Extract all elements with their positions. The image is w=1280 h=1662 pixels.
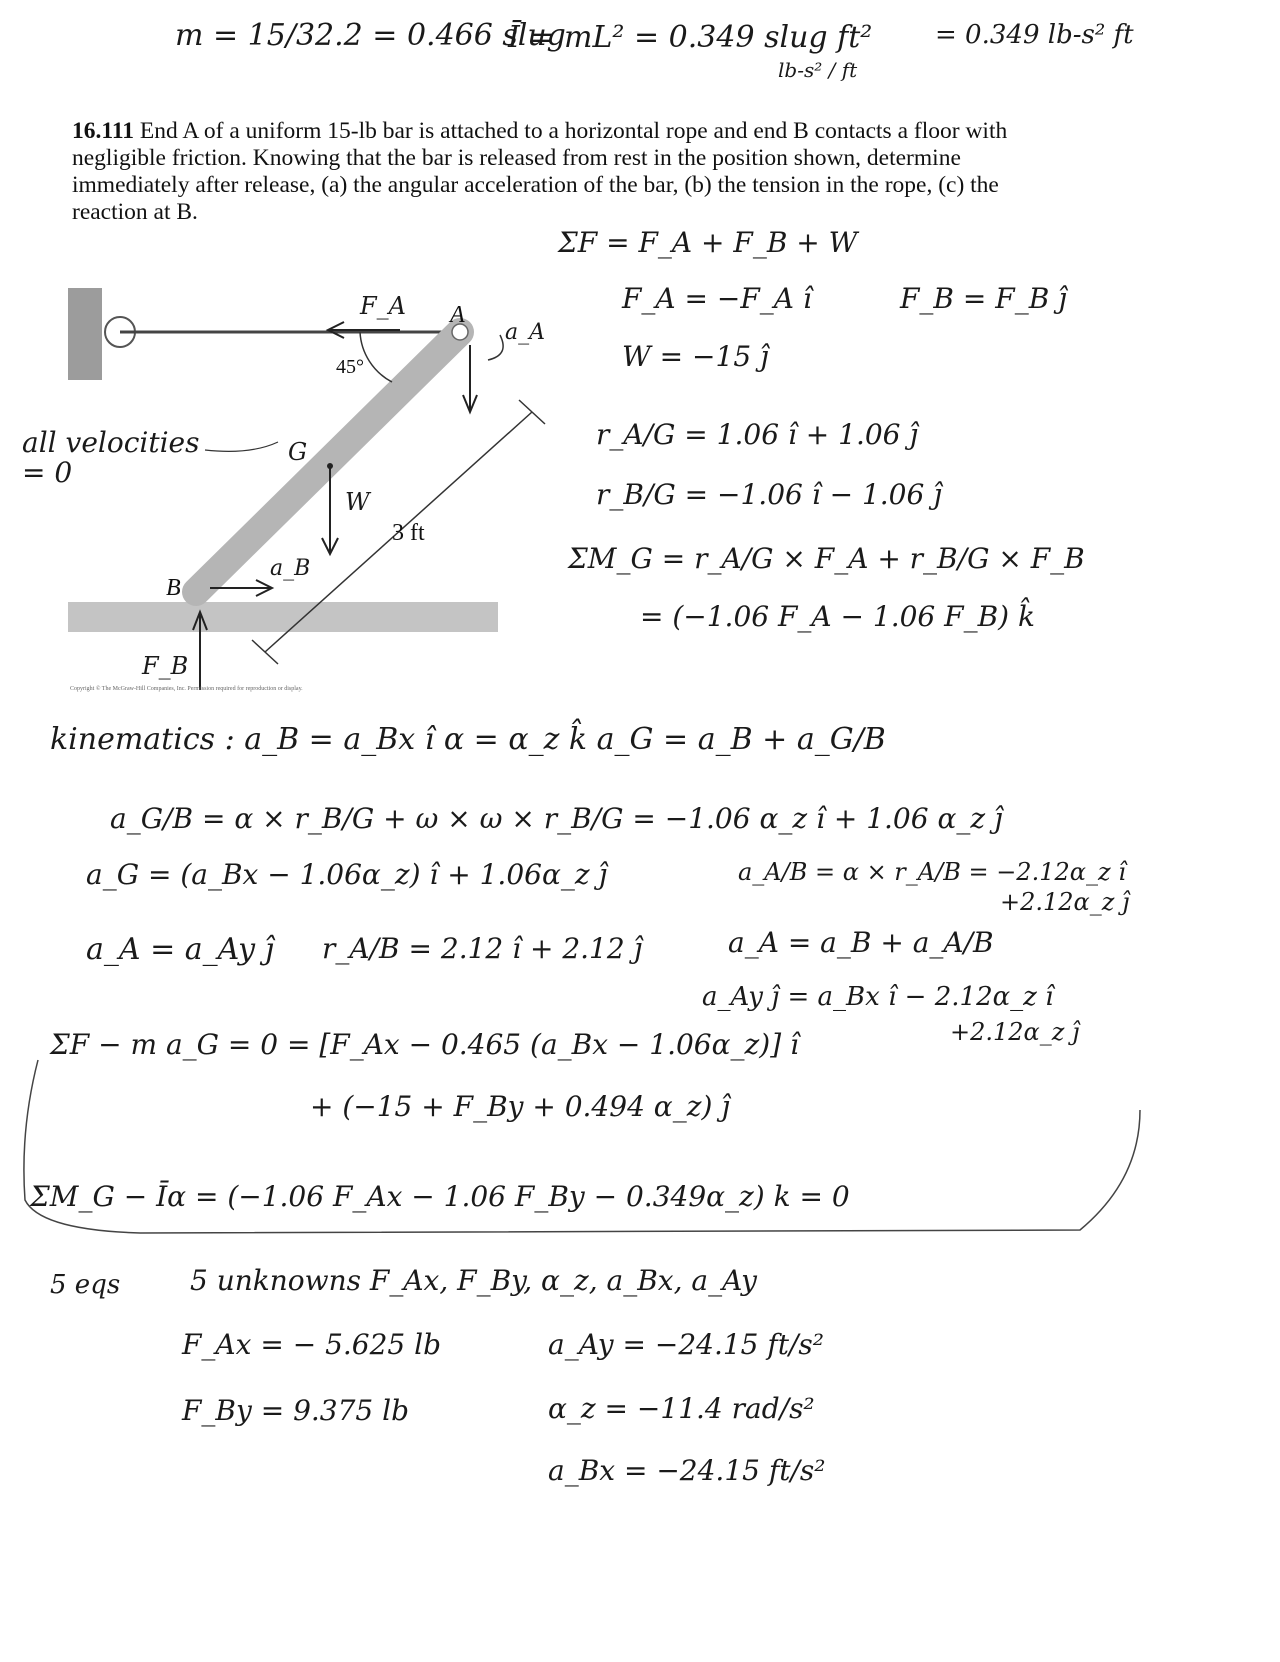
mass-calc: m = 15/32.2 = 0.466 slug xyxy=(175,18,566,53)
kinematics-line-8: a_A = a_B + a_A/B xyxy=(728,926,994,959)
length-label: 3 ft xyxy=(392,520,425,546)
velocities-note: all velocities = 0 xyxy=(22,426,200,489)
accel-B-label: a_B xyxy=(270,556,311,581)
eq-moment: ΣM_G = r_A/G × F_A + r_B/G × F_B xyxy=(568,542,1085,575)
kinematics-line-3: a_G = (a_Bx − 1.06α_z) î + 1.06α_z ĵ xyxy=(86,858,608,891)
point-A-label: A xyxy=(450,302,465,328)
result-F-Ax: F_Ax = − 5.625 lb xyxy=(182,1328,441,1361)
angle-label: 45° xyxy=(336,356,364,378)
result-a-Ay: a_Ay = −24.15 ft/s² xyxy=(548,1328,825,1361)
result-alpha-z: α_z = −11.4 rad/s² xyxy=(548,1392,815,1425)
eq-weight: W = −15 ĵ xyxy=(622,340,769,373)
bar xyxy=(196,332,460,592)
units-conversion: = 0.349 lb-s² ft xyxy=(935,20,1134,50)
result-a-Bx: a_Bx = −24.15 ft/s² xyxy=(548,1454,826,1487)
force-A-label: F_A xyxy=(360,292,406,320)
problem-number: 16.111 xyxy=(72,118,135,144)
eq-force-A: F_A = −F_A î xyxy=(622,282,812,315)
kinematics-line-9: a_Ay ĵ = a_Bx î − 2.12α_z î xyxy=(702,982,1054,1012)
kinematics-line-7: r_A/B = 2.12 î + 2.12 ĵ xyxy=(322,932,643,965)
floor xyxy=(68,602,498,632)
point-G-label: G xyxy=(288,438,308,466)
units-denominator: lb-s² / ft xyxy=(778,58,858,82)
eq-r-BG: r_B/G = −1.06 î − 1.06 ĵ xyxy=(596,478,942,511)
inertia-calc: Ī = mL² = 0.349 slug ft² xyxy=(508,20,873,55)
unknowns-list: 5 unknowns F_Ax, F_By, α_z, a_Bx, a_Ay xyxy=(190,1264,757,1297)
force-B-label: F_B xyxy=(142,652,189,680)
accel-A-label: a_A xyxy=(505,320,546,345)
boxed-eq-forces-j: + (−15 + F_By + 0.494 α_z) ĵ xyxy=(310,1090,730,1123)
problem-text: End A of a uniform 15-lb bar is attached to a horizontal rope and end B contacts a floor with negligible friction. Knowing that the bar is released from rest in the position shown, determine immediately after release, (a) the angular acceleration of the bar, (b) the tension in the rope, (c) the reaction at B. xyxy=(72,118,1008,225)
wall-support xyxy=(68,288,102,380)
kinematics-line-4: a_A/B = α × r_A/B = −2.12α_z î xyxy=(738,858,1126,886)
eq-moment-result: = (−1.06 F_A − 1.06 F_B) k̂ xyxy=(640,600,1035,633)
result-F-By: F_By = 9.375 lb xyxy=(182,1394,410,1427)
weight-label: W xyxy=(345,488,370,516)
kinematics-line-10: +2.12α_z ĵ xyxy=(950,1018,1080,1046)
point-B-label: B xyxy=(166,575,181,601)
eq-r-AG: r_A/G = 1.06 î + 1.06 ĵ xyxy=(596,418,919,451)
kinematics-line-6: a_A = a_Ay ĵ xyxy=(86,932,274,967)
eq-sum-forces: ΣF = F_A + F_B + W xyxy=(558,226,858,259)
kinematics-line-5: +2.12α_z ĵ xyxy=(1000,888,1130,916)
kinematics-line-1: kinematics : a_B = a_Bx î α = α_z k̂ a_G = a_B + a_G/B xyxy=(50,722,886,757)
kinematics-line-2: a_G/B = α × r_B/G + ω × ω × r_B/G = −1.06 α_z î + 1.06 α_z ĵ xyxy=(110,802,1003,835)
eq-force-B: F_B = F_B ĵ xyxy=(900,282,1067,315)
equations-count: 5 eqs xyxy=(50,1270,121,1300)
boxed-eq-forces: ΣF − m a_G = 0 = [F_Ax − 0.465 (a_Bx − 1.06α_z)] î xyxy=(50,1028,799,1061)
copyright-note: Copyright © The McGraw-Hill Companies, Inc. Permission required for reproduction or display. xyxy=(70,686,303,692)
boxed-eq-moments: ΣM_G − Īα = (−1.06 F_Ax − 1.06 F_By − 0.349α_z) k = 0 xyxy=(30,1180,850,1213)
angle-arc xyxy=(360,332,392,382)
